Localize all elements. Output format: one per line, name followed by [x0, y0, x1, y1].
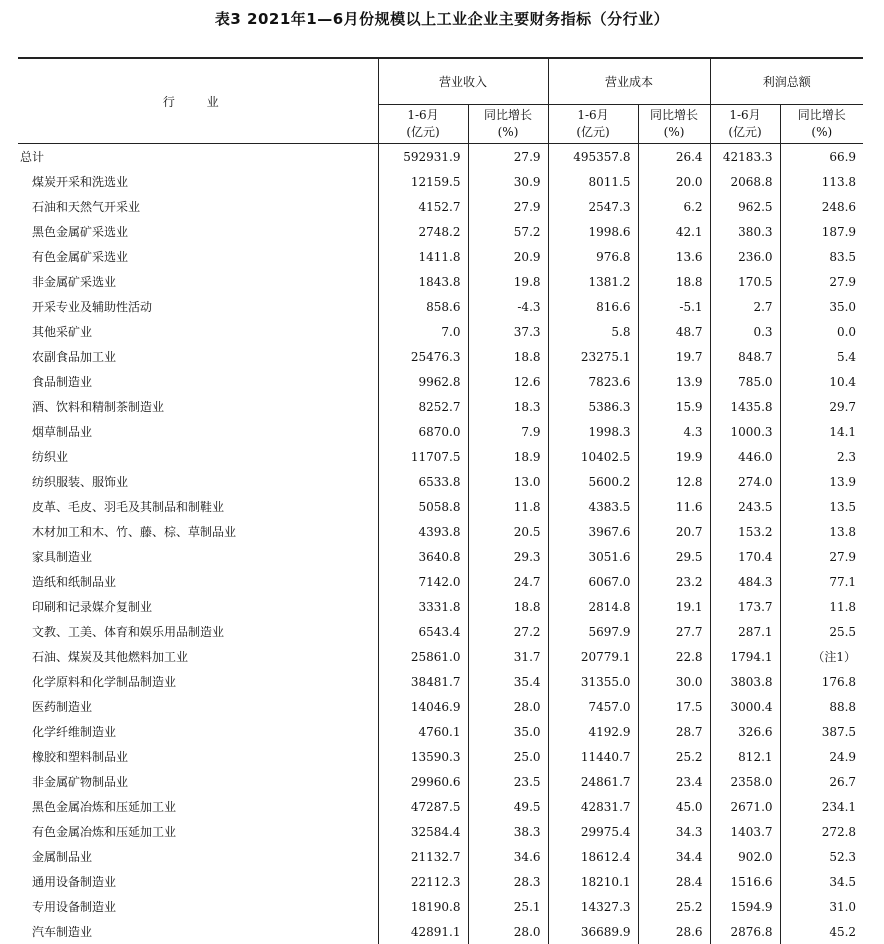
profit-growth: 113.8 — [780, 169, 863, 194]
industry-name: 纺织服装、服饰业 — [18, 469, 378, 494]
profit-growth: 27.9 — [780, 544, 863, 569]
cost-value: 4383.5 — [548, 494, 638, 519]
revenue-value: 42891.1 — [378, 919, 468, 944]
revenue-value: 14046.9 — [378, 694, 468, 719]
industry-name: 烟草制品业 — [18, 419, 378, 444]
industry-name: 农副食品加工业 — [18, 344, 378, 369]
cost-value: 1998.3 — [548, 419, 638, 444]
revenue-growth: 28.3 — [468, 869, 548, 894]
revenue-value: 1843.8 — [378, 269, 468, 294]
profit-value: 2876.8 — [710, 919, 780, 944]
revenue-growth: 27.2 — [468, 619, 548, 644]
revenue-value: 18190.8 — [378, 894, 468, 919]
financial-indicators-table — [18, 57, 863, 944]
revenue-value: 25476.3 — [378, 344, 468, 369]
unit-label: (亿元) — [728, 125, 761, 139]
table-row — [18, 694, 863, 719]
cost-growth: 34.3 — [638, 819, 710, 844]
cost-value: 31355.0 — [548, 669, 638, 694]
profit-growth: 11.8 — [780, 594, 863, 619]
profit-value: 42183.3 — [710, 144, 780, 170]
table-row — [18, 294, 863, 319]
cost-value: 36689.9 — [548, 919, 638, 944]
unit-label: (亿元) — [406, 125, 439, 139]
profit-growth: 2.3 — [780, 444, 863, 469]
profit-value: 848.7 — [710, 344, 780, 369]
industry-name: 汽车制造业 — [18, 919, 378, 944]
cost-growth: 28.7 — [638, 719, 710, 744]
revenue-growth: 23.5 — [468, 769, 548, 794]
cost-value: 23275.1 — [548, 344, 638, 369]
industry-name: 非金属矿物制品业 — [18, 769, 378, 794]
profit-growth: 272.8 — [780, 819, 863, 844]
revenue-growth: -4.3 — [468, 294, 548, 319]
cost-growth: 28.6 — [638, 919, 710, 944]
industry-name: 印刷和记录媒介复制业 — [18, 594, 378, 619]
table-row — [18, 494, 863, 519]
revenue-growth: 49.5 — [468, 794, 548, 819]
cost-value: 5386.3 — [548, 394, 638, 419]
industry-name: 化学原料和化学制品制造业 — [18, 669, 378, 694]
profit-growth: 13.8 — [780, 519, 863, 544]
profit-value: 484.3 — [710, 569, 780, 594]
cost-growth: 20.0 — [638, 169, 710, 194]
profit-growth: 45.2 — [780, 919, 863, 944]
industry-name: 家具制造业 — [18, 544, 378, 569]
cost-growth: 42.1 — [638, 219, 710, 244]
revenue-growth: 29.3 — [468, 544, 548, 569]
table-row — [18, 544, 863, 569]
industry-name: 纺织业 — [18, 444, 378, 469]
revenue-growth: 37.3 — [468, 319, 548, 344]
profit-value: 902.0 — [710, 844, 780, 869]
table-body — [18, 144, 863, 944]
revenue-value: 22112.3 — [378, 869, 468, 894]
cost-growth: 25.2 — [638, 744, 710, 769]
revenue-value: 47287.5 — [378, 794, 468, 819]
table-row — [18, 669, 863, 694]
cost-value: 1998.6 — [548, 219, 638, 244]
revenue-growth: 35.4 — [468, 669, 548, 694]
revenue-value: 3331.8 — [378, 594, 468, 619]
profit-value: 446.0 — [710, 444, 780, 469]
revenue-value: 9962.8 — [378, 369, 468, 394]
table-row — [18, 469, 863, 494]
industry-name: 酒、饮料和精制茶制造业 — [18, 394, 378, 419]
revenue-period-header — [378, 105, 468, 144]
revenue-growth: 11.8 — [468, 494, 548, 519]
revenue-growth: 12.6 — [468, 369, 548, 394]
profit-growth: 10.4 — [780, 369, 863, 394]
cost-value: 7823.6 — [548, 369, 638, 394]
profit-value: 3000.4 — [710, 694, 780, 719]
revenue-growth: 19.8 — [468, 269, 548, 294]
revenue-value: 2748.2 — [378, 219, 468, 244]
cost-value: 18612.4 — [548, 844, 638, 869]
revenue-growth: 28.0 — [468, 919, 548, 944]
profit-period-header — [710, 105, 780, 144]
revenue-growth-header — [468, 105, 548, 144]
table-row — [18, 744, 863, 769]
profit-growth-header — [780, 105, 863, 144]
profit-growth: 13.5 — [780, 494, 863, 519]
profit-header: 利润总额 — [710, 58, 863, 105]
profit-growth: 27.9 — [780, 269, 863, 294]
industry-name: 石油、煤炭及其他燃料加工业 — [18, 644, 378, 669]
revenue-growth: 28.0 — [468, 694, 548, 719]
cost-value: 18210.1 — [548, 869, 638, 894]
profit-growth: 0.0 — [780, 319, 863, 344]
cost-growth: 6.2 — [638, 194, 710, 219]
table-row — [18, 844, 863, 869]
revenue-growth: 35.0 — [468, 719, 548, 744]
industry-header: 行 业 — [18, 58, 378, 144]
growth-label: 同比增长 — [650, 108, 698, 122]
cost-growth: 48.7 — [638, 319, 710, 344]
revenue-value: 1411.8 — [378, 244, 468, 269]
table-row — [18, 319, 863, 344]
industry-name: 石油和天然气开采业 — [18, 194, 378, 219]
revenue-value: 8252.7 — [378, 394, 468, 419]
revenue-growth: 31.7 — [468, 644, 548, 669]
cost-value: 976.8 — [548, 244, 638, 269]
profit-value: 2068.8 — [710, 169, 780, 194]
industry-name: 化学纤维制造业 — [18, 719, 378, 744]
percent-label: (%) — [664, 125, 685, 139]
cost-growth: 29.5 — [638, 544, 710, 569]
profit-value: 170.5 — [710, 269, 780, 294]
industry-name: 医药制造业 — [18, 694, 378, 719]
cost-growth: 19.1 — [638, 594, 710, 619]
profit-value: 785.0 — [710, 369, 780, 394]
profit-value: 2358.0 — [710, 769, 780, 794]
cost-value: 11440.7 — [548, 744, 638, 769]
cost-value: 20779.1 — [548, 644, 638, 669]
profit-growth: 88.8 — [780, 694, 863, 719]
industry-name: 皮革、毛皮、羽毛及其制品和制鞋业 — [18, 494, 378, 519]
profit-growth: 29.7 — [780, 394, 863, 419]
cost-growth: 12.8 — [638, 469, 710, 494]
revenue-value: 592931.9 — [378, 144, 468, 170]
cost-growth: 26.4 — [638, 144, 710, 170]
table-row — [18, 869, 863, 894]
cost-growth: -5.1 — [638, 294, 710, 319]
revenue-growth: 18.3 — [468, 394, 548, 419]
table-row — [18, 394, 863, 419]
profit-value: 243.5 — [710, 494, 780, 519]
revenue-value: 3640.8 — [378, 544, 468, 569]
industry-name: 有色金属矿采选业 — [18, 244, 378, 269]
cost-growth: 23.2 — [638, 569, 710, 594]
table-row — [18, 244, 863, 269]
table-row — [18, 569, 863, 594]
cost-growth: 18.8 — [638, 269, 710, 294]
cost-value: 6067.0 — [548, 569, 638, 594]
cost-value: 14327.3 — [548, 894, 638, 919]
revenue-growth: 27.9 — [468, 194, 548, 219]
revenue-growth: 25.1 — [468, 894, 548, 919]
cost-value: 5600.2 — [548, 469, 638, 494]
profit-growth: 34.5 — [780, 869, 863, 894]
cost-value: 29975.4 — [548, 819, 638, 844]
revenue-growth: 18.9 — [468, 444, 548, 469]
profit-value: 380.3 — [710, 219, 780, 244]
profit-growth: 24.9 — [780, 744, 863, 769]
cost-growth: 19.7 — [638, 344, 710, 369]
profit-value: 1794.1 — [710, 644, 780, 669]
profit-growth: 387.5 — [780, 719, 863, 744]
revenue-growth: 20.9 — [468, 244, 548, 269]
table-row — [18, 169, 863, 194]
table-row — [18, 794, 863, 819]
revenue-value: 6533.8 — [378, 469, 468, 494]
profit-growth: 176.8 — [780, 669, 863, 694]
cost-value: 2814.8 — [548, 594, 638, 619]
cost-growth: 15.9 — [638, 394, 710, 419]
revenue-value: 21132.7 — [378, 844, 468, 869]
table-row — [18, 369, 863, 394]
period-label: 1-6月 — [577, 108, 608, 122]
profit-value: 962.5 — [710, 194, 780, 219]
cost-growth: 13.6 — [638, 244, 710, 269]
revenue-growth: 18.8 — [468, 344, 548, 369]
cost-growth: 45.0 — [638, 794, 710, 819]
cost-value: 5.8 — [548, 319, 638, 344]
profit-value: 173.7 — [710, 594, 780, 619]
revenue-growth: 57.2 — [468, 219, 548, 244]
cost-value: 3967.6 — [548, 519, 638, 544]
revenue-value: 6870.0 — [378, 419, 468, 444]
revenue-value: 4393.8 — [378, 519, 468, 544]
revenue-growth: 24.7 — [468, 569, 548, 594]
revenue-header: 营业收入 — [378, 58, 548, 105]
table-row — [18, 269, 863, 294]
table-row — [18, 769, 863, 794]
revenue-value: 4152.7 — [378, 194, 468, 219]
industry-name: 黑色金属冶炼和压延加工业 — [18, 794, 378, 819]
cost-growth: 19.9 — [638, 444, 710, 469]
profit-value: 1435.8 — [710, 394, 780, 419]
profit-value: 170.4 — [710, 544, 780, 569]
table-row — [18, 919, 863, 944]
profit-growth: 187.9 — [780, 219, 863, 244]
profit-value: 1000.3 — [710, 419, 780, 444]
cost-value: 42831.7 — [548, 794, 638, 819]
revenue-value: 7.0 — [378, 319, 468, 344]
cost-growth: 22.8 — [638, 644, 710, 669]
cost-growth: 23.4 — [638, 769, 710, 794]
cost-growth: 13.9 — [638, 369, 710, 394]
profit-value: 236.0 — [710, 244, 780, 269]
profit-value: 0.3 — [710, 319, 780, 344]
cost-growth: 27.7 — [638, 619, 710, 644]
cost-value: 1381.2 — [548, 269, 638, 294]
cost-value: 24861.7 — [548, 769, 638, 794]
revenue-growth: 27.9 — [468, 144, 548, 170]
table-row — [18, 894, 863, 919]
profit-growth: 52.3 — [780, 844, 863, 869]
industry-name: 有色金属冶炼和压延加工业 — [18, 819, 378, 844]
profit-growth: 13.9 — [780, 469, 863, 494]
cost-value: 10402.5 — [548, 444, 638, 469]
profit-value: 1516.6 — [710, 869, 780, 894]
industry-name: 食品制造业 — [18, 369, 378, 394]
revenue-growth: 30.9 — [468, 169, 548, 194]
profit-value: 3803.8 — [710, 669, 780, 694]
period-label: 1-6月 — [729, 108, 760, 122]
table-row — [18, 419, 863, 444]
cost-value: 495357.8 — [548, 144, 638, 170]
revenue-value: 32584.4 — [378, 819, 468, 844]
revenue-value: 7142.0 — [378, 569, 468, 594]
growth-label: 同比增长 — [798, 108, 846, 122]
industry-name: 煤炭开采和洗选业 — [18, 169, 378, 194]
revenue-growth: 13.0 — [468, 469, 548, 494]
profit-value: 287.1 — [710, 619, 780, 644]
profit-value: 812.1 — [710, 744, 780, 769]
revenue-value: 6543.4 — [378, 619, 468, 644]
industry-name: 橡胶和塑料制品业 — [18, 744, 378, 769]
profit-growth: 31.0 — [780, 894, 863, 919]
revenue-growth: 34.6 — [468, 844, 548, 869]
cost-value: 816.6 — [548, 294, 638, 319]
profit-growth: 35.0 — [780, 294, 863, 319]
cost-growth: 28.4 — [638, 869, 710, 894]
cost-value: 3051.6 — [548, 544, 638, 569]
profit-value: 153.2 — [710, 519, 780, 544]
revenue-growth: 25.0 — [468, 744, 548, 769]
profit-value: 1403.7 — [710, 819, 780, 844]
cost-growth: 11.6 — [638, 494, 710, 519]
percent-label: (%) — [498, 125, 519, 139]
revenue-value: 4760.1 — [378, 719, 468, 744]
table-row — [18, 344, 863, 369]
industry-name: 造纸和纸制品业 — [18, 569, 378, 594]
industry-name: 非金属矿采选业 — [18, 269, 378, 294]
profit-growth: 83.5 — [780, 244, 863, 269]
revenue-value: 25861.0 — [378, 644, 468, 669]
profit-growth: 248.6 — [780, 194, 863, 219]
profit-growth: 234.1 — [780, 794, 863, 819]
cost-value: 4192.9 — [548, 719, 638, 744]
profit-growth: 14.1 — [780, 419, 863, 444]
profit-growth: （注1） — [780, 644, 863, 669]
table-row — [18, 194, 863, 219]
growth-label: 同比增长 — [484, 108, 532, 122]
industry-name: 通用设备制造业 — [18, 869, 378, 894]
industry-name: 黑色金属矿采选业 — [18, 219, 378, 244]
profit-value: 1594.9 — [710, 894, 780, 919]
revenue-value: 12159.5 — [378, 169, 468, 194]
revenue-growth: 7.9 — [468, 419, 548, 444]
cost-period-header — [548, 105, 638, 144]
cost-value: 7457.0 — [548, 694, 638, 719]
cost-value: 2547.3 — [548, 194, 638, 219]
revenue-growth: 18.8 — [468, 594, 548, 619]
table-row — [18, 219, 863, 244]
cost-header: 营业成本 — [548, 58, 710, 105]
industry-name: 其他采矿业 — [18, 319, 378, 344]
industry-name: 总计 — [18, 144, 378, 170]
industry-name: 开采专业及辅助性活动 — [18, 294, 378, 319]
revenue-growth: 20.5 — [468, 519, 548, 544]
revenue-value: 13590.3 — [378, 744, 468, 769]
revenue-value: 5058.8 — [378, 494, 468, 519]
percent-label: (%) — [811, 125, 832, 139]
revenue-value: 29960.6 — [378, 769, 468, 794]
table-row — [18, 144, 863, 170]
revenue-growth: 38.3 — [468, 819, 548, 844]
profit-growth: 66.9 — [780, 144, 863, 170]
profit-growth: 25.5 — [780, 619, 863, 644]
profit-growth: 26.7 — [780, 769, 863, 794]
profit-value: 2.7 — [710, 294, 780, 319]
table-row — [18, 619, 863, 644]
profit-growth: 5.4 — [780, 344, 863, 369]
profit-value: 274.0 — [710, 469, 780, 494]
industry-name: 木材加工和木、竹、藤、棕、草制品业 — [18, 519, 378, 544]
table-row — [18, 819, 863, 844]
profit-growth: 77.1 — [780, 569, 863, 594]
industry-name: 专用设备制造业 — [18, 894, 378, 919]
cost-value: 5697.9 — [548, 619, 638, 644]
table-row — [18, 644, 863, 669]
cost-growth: 25.2 — [638, 894, 710, 919]
industry-name: 文教、工美、体育和娱乐用品制造业 — [18, 619, 378, 644]
table-row — [18, 444, 863, 469]
industry-name: 金属制品业 — [18, 844, 378, 869]
profit-value: 2671.0 — [710, 794, 780, 819]
table-row — [18, 519, 863, 544]
unit-label: (亿元) — [576, 125, 609, 139]
revenue-value: 38481.7 — [378, 669, 468, 694]
page-title: 表3 2021年1—6月份规模以上工业企业主要财务指标（分行业） — [0, 8, 884, 29]
revenue-value: 11707.5 — [378, 444, 468, 469]
revenue-value: 858.6 — [378, 294, 468, 319]
cost-growth-header — [638, 105, 710, 144]
profit-value: 326.6 — [710, 719, 780, 744]
cost-value: 8011.5 — [548, 169, 638, 194]
table-row — [18, 719, 863, 744]
cost-growth: 34.4 — [638, 844, 710, 869]
cost-growth: 17.5 — [638, 694, 710, 719]
period-label: 1-6月 — [407, 108, 438, 122]
cost-growth: 20.7 — [638, 519, 710, 544]
cost-growth: 4.3 — [638, 419, 710, 444]
table-row — [18, 594, 863, 619]
cost-growth: 30.0 — [638, 669, 710, 694]
